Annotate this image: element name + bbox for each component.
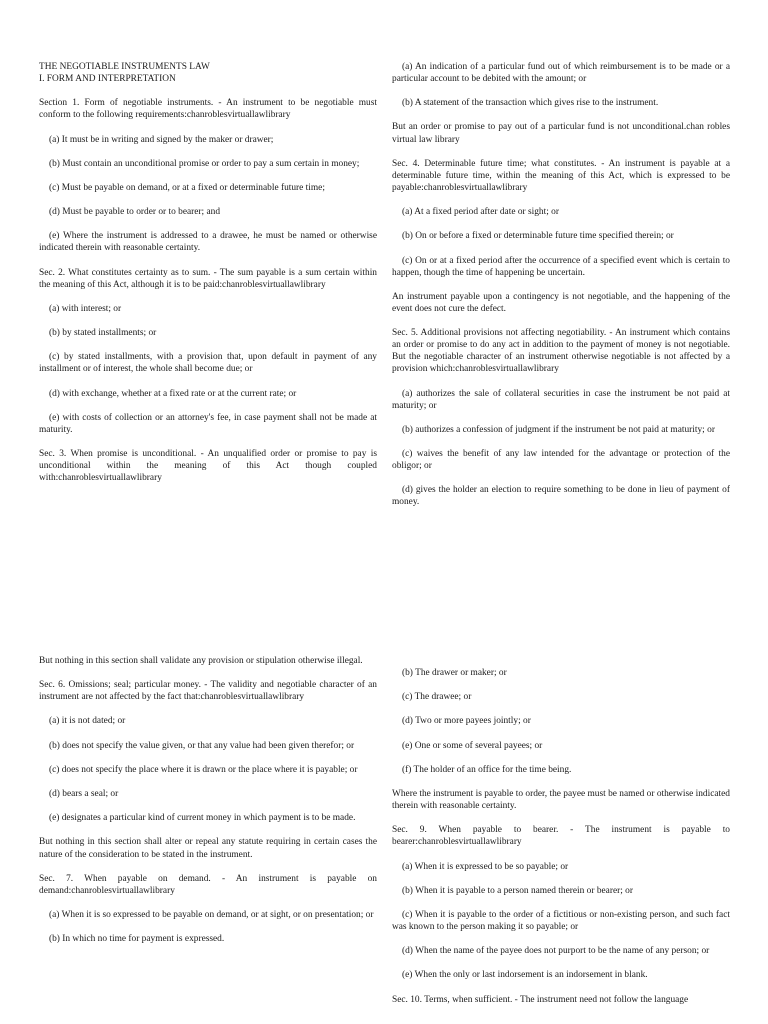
clause-paragraph: (e) with costs of collection or an attorney's fee, in case payment shall not be made at maturity. bbox=[39, 412, 377, 435]
section-paragraph: Where the instrument is payable to order, the payee must be named or otherwise indicated therein with reasonable certainty. bbox=[392, 788, 730, 812]
section-paragraph: Sec. 3. When promise is unconditional. - An unqualified order or promise to pay is unconditional within the meaning of this Act though coupled with:chanroblesvirtuallawlibrary bbox=[39, 449, 377, 484]
page-2-left-column bbox=[39, 655, 377, 957]
heading-line: I. FORM AND INTERPRETATION bbox=[39, 74, 176, 85]
clause-paragraph: (b) When it is payable to a person named therein or bearer; or bbox=[402, 885, 633, 896]
clause-paragraph: (c) The drawee; or bbox=[402, 692, 472, 703]
section-paragraph: Sec. 2. What constitutes certainty as to sum. - The sum payable is a sum certain within the meaning of this Act, although it is to be paid:chanroblesvirtuallawlibrary bbox=[39, 267, 377, 290]
clause-paragraph: (b) The drawer or maker; or bbox=[402, 668, 507, 678]
clause-paragraph: (b) In which no time for payment is expressed. bbox=[49, 934, 225, 945]
heading-line: THE NEGOTIABLE INSTRUMENTS LAW bbox=[39, 62, 210, 72]
clause-paragraph: (b) does not specify the value given, or that any value had been given therefor; or bbox=[49, 740, 355, 751]
clause-paragraph: (a) At a fixed period after date or sight; or bbox=[402, 207, 559, 218]
page-1-left-column bbox=[39, 61, 377, 496]
clause-paragraph: (d) with exchange, whether at a fixed rate or at the current rate; or bbox=[49, 388, 297, 399]
clause-paragraph: (e) When the only or last indorsement is an indorsement in blank. bbox=[402, 970, 648, 981]
clause-paragraph: (d) Must be payable to order or to bearer; and bbox=[49, 207, 221, 218]
clause-paragraph: (e) designates a particular kind of current money in which payment is to be made. bbox=[49, 813, 356, 824]
section-paragraph: But nothing in this section shall alter or repeal any statute requiring in certain cases the nature of the consideration to be stated in the instrument. bbox=[39, 837, 377, 860]
clause-paragraph: (d) bears a seal; or bbox=[49, 789, 119, 800]
section-paragraph: Section 1. Form of negotiable instruments. - An instrument to be negotiable must conform to the following requirements:chanroblesvirtuallawlibrary bbox=[39, 98, 377, 121]
clause-paragraph: (e) One or some of several payees; or bbox=[402, 740, 543, 751]
clause-paragraph: (c) does not specify the place where it is drawn or the place where it is payable; or bbox=[49, 764, 358, 775]
section-paragraph: Sec. 4. Determinable future time; what constitutes. - An instrument is payable at a determinable future time, within the meaning of this Act, which is expressed to be payable:chanroblesvirtuallawlibrary bbox=[392, 158, 730, 193]
clause-paragraph: (d) Two or more payees jointly; or bbox=[402, 716, 531, 727]
clause-paragraph: (a) it is not dated; or bbox=[49, 716, 126, 727]
clause-paragraph: (b) Must contain an unconditional promise or order to pay a sum certain in money; bbox=[49, 158, 360, 169]
clause-paragraph: (a) When it is expressed to be so payable; or bbox=[402, 861, 569, 872]
clause-paragraph: (c) When it is payable to the order of a fictitious or non-existing person, and such fact was known to the person making it so payable; or bbox=[392, 909, 730, 932]
clause-paragraph: (b) On or before a fixed or determinable future time specified therein; or bbox=[402, 231, 674, 242]
page-2 bbox=[0, 650, 768, 1024]
section-paragraph: But nothing in this section shall validate any provision or stipulation otherwise illegal. bbox=[39, 656, 363, 666]
clause-paragraph: (a) When it is so expressed to be payable on demand, or at sight, or on presentation; or bbox=[49, 909, 374, 920]
clause-paragraph: (a) It must be in writing and signed by the maker or drawer; bbox=[49, 134, 274, 145]
clause-paragraph: (f) The holder of an office for the time being. bbox=[402, 764, 572, 775]
clause-paragraph: (a) An indication of a particular fund out of which reimbursement is to be made or a particular account to be debited with the amount; or bbox=[392, 62, 730, 85]
clause-paragraph: (c) by stated installments, with a provision that, upon default in payment of any installment or of interest, the whole shall become due; or bbox=[39, 352, 377, 375]
clause-paragraph: (b) authorizes a confession of judgment if the instrument be not paid at maturity; or bbox=[402, 424, 715, 435]
section-paragraph: Sec. 5. Additional provisions not affecting negotiability. - An instrument which contains an order or promise to do any act in addition to the payment of money is not negotiable. But the negotiable character of an instrument otherwise negotiable is not affected by a provision which:chanroblesvirtuallawlibrary bbox=[392, 328, 730, 375]
clause-paragraph: (e) Where the instrument is addressed to a drawee, he must be named or otherwise indicated therein with reasonable certainty. bbox=[39, 231, 377, 254]
clause-paragraph: (a) with interest; or bbox=[49, 303, 122, 314]
clause-paragraph: (d) When the name of the payee does not purport to be the name of any person; or bbox=[402, 946, 710, 957]
document-heading bbox=[39, 61, 377, 85]
section-paragraph: Sec. 6. Omissions; seal; particular money. - The validity and negotiable character of an instrument are not affected by the fact that:chanroblesvirtuallawlibrary bbox=[39, 680, 377, 703]
clause-paragraph: (c) waives the benefit of any law intended for the advantage or protection of the obligor; or bbox=[392, 449, 730, 472]
page-1-right-column bbox=[392, 61, 730, 521]
clause-paragraph: (b) by stated installments; or bbox=[49, 328, 157, 339]
section-paragraph: An instrument payable upon a contingency is not negotiable, and the happening of the event does not cure the defect. bbox=[392, 291, 730, 314]
section-paragraph: Sec. 10. Terms, when sufficient. - The instrument need not follow the language bbox=[392, 994, 689, 1005]
clause-paragraph: (c) Must be payable on demand, or at a fixed or determinable future time; bbox=[49, 182, 325, 193]
clause-paragraph: (b) A statement of the transaction which gives rise to the instrument. bbox=[402, 98, 659, 109]
page-2-right-column bbox=[392, 667, 730, 1018]
clause-paragraph: (a) authorizes the sale of collateral securities in case the instrument be not paid at maturity; or bbox=[392, 388, 730, 411]
clause-paragraph: (c) On or at a fixed period after the occurrence of a specified event which is certain to happen, though the time of happening be uncertain. bbox=[392, 255, 730, 278]
section-paragraph: Sec. 9. When payable to bearer. - The instrument is payable to bearer:chanroblesvirtuallawlibrary bbox=[392, 825, 730, 848]
clause-paragraph: (d) gives the holder an election to require something to be done in lieu of payment of money. bbox=[392, 485, 730, 508]
section-paragraph: But an order or promise to pay out of a particular fund is not unconditional.chan robles virtual law library bbox=[392, 122, 730, 145]
section-paragraph: Sec. 7. When payable on demand. - An instrument is payable on demand:chanroblesvirtuallawlibrary bbox=[39, 873, 377, 896]
